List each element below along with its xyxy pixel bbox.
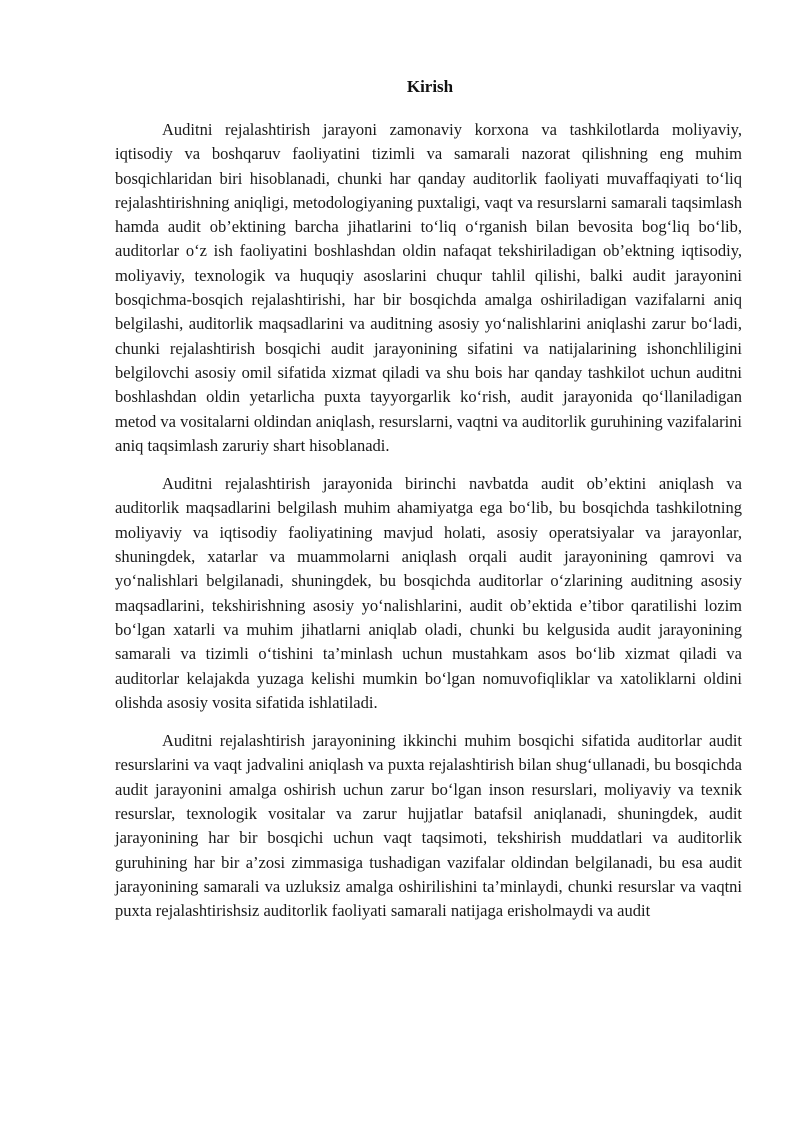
document-body <box>115 118 742 938</box>
paragraph-3: Auditni rejalashtirish jarayonining ikkinchi muhim bosqichi sifatida auditorlar audit resurslarini va vaqt jadvalini aniqlash va puxta rejalashtirish bilan shug‘ullanadi, bu bosqichda audit jarayonini amalga oshirish uchun zarur bo‘lgan inson resurslari, moliyaviy va texnik resurslar, texnologik vositalar va zarur hujjatlar batafsil aniqlanadi, shuningdek, audit jarayonining har bir bosqichi uchun vaqt taqsimoti, tekshirish muddatlari va auditorlik guruhining har bir a’zosi zimmasiga tushadigan vazifalar oldindan belgilanadi, bu esa audit jarayonining samarali va uzluksiz amalga oshirilishini ta’minlaydi, chunki resurslar va vaqtni puxta rejalashtirishsiz auditorlik faoliyati samarali natijaga erisholmaydi va audit <box>115 731 742 921</box>
paragraph-1: Auditni rejalashtirish jarayoni zamonaviy korxona va tashkilotlarda moliyaviy, iqtisodiy va boshqaruv faoliyatini tizimli va samarali nazorat qilishning eng muhim bosqichlaridan biri hisoblanadi, chunki har qanday auditorlik faoliyati muvaffaqiyati to‘liq rejalashtirishning aniqligi, metodologiyaning puxtaligi, vaqt va resurslarni samarali taqsimlash hamda audit ob’ektining barcha jihatlarini to‘liq o‘rganish bilan bevosita bog‘liq bo‘lib, auditorlar o‘z ish faoliyatini boshlashdan oldin nafaqat tekshiriladigan ob’ektning iqtisodiy, moliyaviy, texnologik va huquqiy asoslarini chuqur tahlil qilishi, balki audit jarayonini bosqichma-bosqich rejalashtirishi, har bir bosqichda amalga oshiriladigan vazifalarni aniq belgilashi, auditorlik maqsadlarini va auditning asosiy yo‘nalishlarini aniqlashi zarur bo‘ladi, chunki rejalashtirish bosqichi audit jarayonining sifatini va natijalarining ishonchliligini belgilovchi asosiy omil sifatida xizmat qiladi va shu bois har qanday tashkilot uchun auditni boshlashdan oldin yetarlicha puxta tayyorgarlik ko‘rish, audit jarayonida qo‘llaniladigan metod va vositalarni oldindan aniqlash, resurslarni, vaqtni va auditorlik guruhining vazifalarini aniq taqsimlash zaruriy shart hisoblanadi. <box>115 120 742 455</box>
paragraph-2: Auditni rejalashtirish jarayonida birinchi navbatda audit ob’ektini aniqlash va auditorlik maqsadlarini belgilash muhim ahamiyatga ega bo‘lib, bu bosqichda tashkilotning moliyaviy va iqtisodiy faoliyatining mavjud holati, asosiy operatsiyalar va jarayonlar, shuningdek, xatarlar va muammolarni aniqlash orqali audit jarayonining qamrovi va yo‘nalishlari belgilanadi, shuningdek, bu bosqichda auditorlar o‘zlarining auditning asosiy maqsadlarini, tekshirishning asosiy yo‘nalishlarini, audit ob’ektida e’tibor qaratilishi lozim bo‘lgan xatarli va muhim jihatlarni aniqlab oladi, chunki bu kelgusida audit jarayonining samarali va tizimli o‘tishini ta’minlash uchun mustahkam asos bo‘lib xizmat qiladi va auditorlar kelajakda yuzaga kelishi mumkin bo‘lgan nomuvofiqliklar va xatoliklarni oldini olishda asosiy vosita sifatida ishlatiladi. <box>115 474 742 712</box>
page-title: Kirish <box>406 77 454 96</box>
